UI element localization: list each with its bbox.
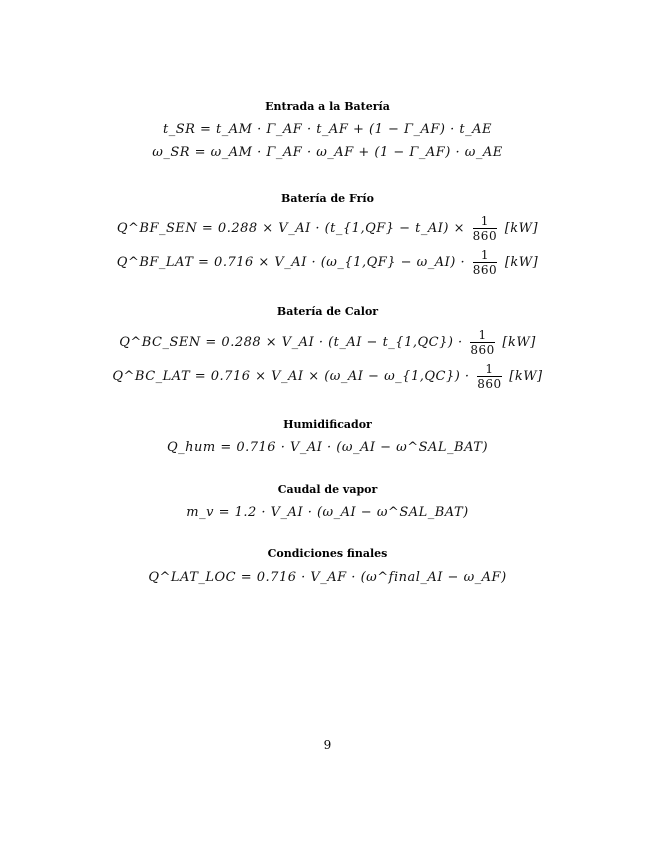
heading-bateria-frio: Batería de Frío bbox=[281, 192, 374, 205]
fraction-numerator: 1 bbox=[470, 328, 494, 343]
unit-label: [kW] bbox=[502, 335, 536, 350]
fraction-numerator: 1 bbox=[473, 214, 497, 229]
unit-label: [kW] bbox=[509, 369, 543, 384]
fraction bbox=[473, 214, 497, 243]
equation-calor-latente-lhs: Q^BC_LAT = 0.716 × V_AI × (ω_AI − ω_{1,QC}) · bbox=[112, 369, 470, 384]
fraction-denominator: 860 bbox=[472, 263, 498, 277]
equation-frio-latente bbox=[0, 248, 655, 277]
equation-entrada-temperature: t_SR = t_AM · Γ_AF · t_AF + (1 − Γ_AF) · t_AE bbox=[162, 122, 492, 137]
heading-condiciones-finales: Condiciones finales bbox=[267, 547, 388, 560]
fraction-denominator: 860 bbox=[472, 229, 498, 243]
equation-caudal-vapor: m_v = 1.2 · V_AI · (ω_AI − ω^SAL_BAT) bbox=[186, 505, 469, 520]
equation-frio-latente-lhs: Q^BF_LAT = 0.716 × V_AI · (ω_{1,QF} − ω_AI) · bbox=[116, 255, 466, 270]
heading-humidificador: Humidificador bbox=[283, 418, 372, 431]
equation-calor-sensible-lhs: Q^BC_SEN = 0.288 × V_AI · (t_AI − t_{1,QC}) · bbox=[119, 335, 463, 350]
equation-humidificador: Q_hum = 0.716 · V_AI · (ω_AI − ω^SAL_BAT) bbox=[166, 440, 489, 455]
equation-calor-sensible bbox=[0, 328, 655, 357]
unit-label: [kW] bbox=[504, 221, 539, 236]
equation-calor-latente bbox=[0, 362, 655, 391]
unit-label: [kW] bbox=[504, 255, 539, 270]
fraction-denominator: 860 bbox=[477, 377, 502, 391]
fraction bbox=[470, 328, 494, 357]
equation-entrada-humidity: ω_SR = ω_AM · Γ_AF · ω_AF + (1 − Γ_AF) · ω_AE bbox=[152, 145, 503, 160]
equation-frio-sensible bbox=[0, 214, 655, 243]
fraction bbox=[473, 248, 497, 277]
fraction-denominator: 860 bbox=[470, 343, 495, 357]
fraction bbox=[477, 362, 501, 391]
equation-frio-sensible-lhs: Q^BF_SEN = 0.288 × V_AI · (t_{1,QF} − t_AI) × bbox=[116, 221, 466, 236]
page-number: 9 bbox=[323, 738, 332, 752]
fraction-numerator: 1 bbox=[473, 248, 497, 263]
heading-entrada: Entrada a la Batería bbox=[265, 100, 390, 113]
equation-condiciones-finales: Q^LAT_LOC = 0.716 · V_AF · (ω^final_AI − ω_AF) bbox=[148, 570, 507, 585]
fraction-numerator: 1 bbox=[477, 362, 501, 377]
heading-bateria-calor: Batería de Calor bbox=[276, 305, 379, 318]
heading-caudal-vapor: Caudal de vapor bbox=[277, 483, 378, 496]
